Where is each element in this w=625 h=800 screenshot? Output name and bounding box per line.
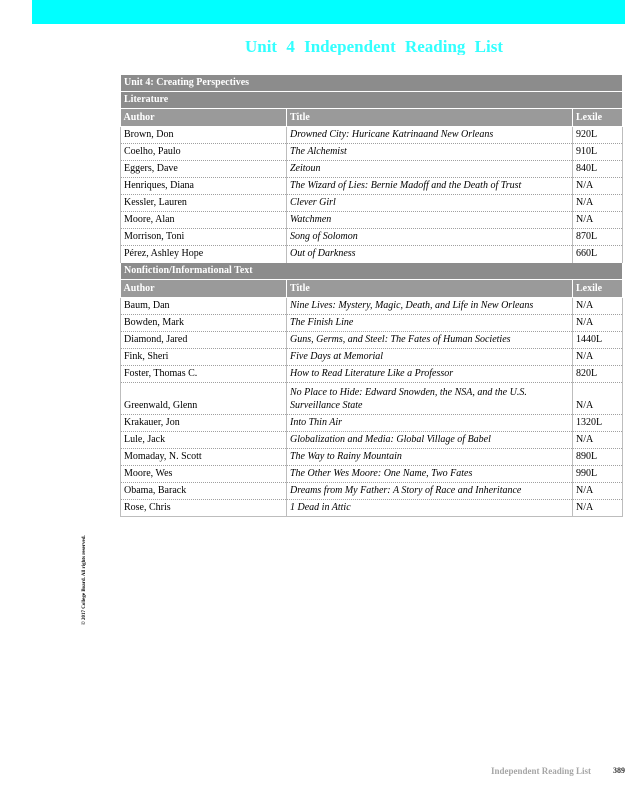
table-row: [121, 195, 623, 212]
title-column-header: Title: [287, 280, 573, 298]
lexile-column-header: Lexile: [573, 109, 623, 127]
author-cell: Moore, Alan: [121, 212, 287, 229]
author-column-header: Author: [121, 109, 287, 127]
table-row: [121, 229, 623, 246]
author-cell: Pérez, Ashley Hope: [121, 246, 287, 263]
author-cell: Henriques, Diana: [121, 178, 287, 195]
reading-list-body: [121, 75, 623, 517]
lexile-cell: N/A: [573, 178, 623, 195]
table-row: [121, 178, 623, 195]
lexile-cell: 1320L: [573, 415, 623, 432]
title-cell: The Alchemist: [287, 144, 573, 161]
lexile-cell: N/A: [573, 483, 623, 500]
author-cell: Baum, Dan: [121, 298, 287, 315]
section-row: [121, 92, 623, 109]
title-cell: Out of Darkness: [287, 246, 573, 263]
table-row: [121, 449, 623, 466]
section-title: Nonfiction/Informational Text: [121, 263, 623, 280]
table-row: [121, 500, 623, 517]
title-cell: Watchmen: [287, 212, 573, 229]
lexile-cell: 890L: [573, 449, 623, 466]
lexile-cell: 1440L: [573, 332, 623, 349]
lexile-cell: N/A: [573, 315, 623, 332]
table-row: [121, 298, 623, 315]
table-row: [121, 366, 623, 383]
lexile-cell: N/A: [573, 432, 623, 449]
lexile-cell: N/A: [573, 298, 623, 315]
title-cell: The Finish Line: [287, 315, 573, 332]
author-cell: Krakauer, Jon: [121, 415, 287, 432]
title-cell: The Wizard of Lies: Bernie Madoff and the Death of Trust: [287, 178, 573, 195]
title-cell: Into Thin Air: [287, 415, 573, 432]
author-cell: Foster, Thomas C.: [121, 366, 287, 383]
table-row: [121, 246, 623, 263]
lexile-cell: 910L: [573, 144, 623, 161]
page-number: 389: [613, 766, 625, 775]
title-cell: Zeitoun: [287, 161, 573, 178]
title-cell: Globalization and Media: Global Village of Babel: [287, 432, 573, 449]
footer-label: Independent Reading List: [491, 766, 592, 776]
section-row: [121, 263, 623, 280]
title-column-header: Title: [287, 109, 573, 127]
author-cell: Rose, Chris: [121, 500, 287, 517]
author-cell: Fink, Sheri: [121, 349, 287, 366]
column-header-row: [121, 280, 623, 298]
lexile-cell: 920L: [573, 127, 623, 144]
author-cell: Brown, Don: [121, 127, 287, 144]
lexile-cell: 660L: [573, 246, 623, 263]
author-cell: Coelho, Paulo: [121, 144, 287, 161]
author-cell: Lule, Jack: [121, 432, 287, 449]
column-header-row: [121, 109, 623, 127]
lexile-cell: N/A: [573, 195, 623, 212]
author-column-header: Author: [121, 280, 287, 298]
lexile-cell: 840L: [573, 161, 623, 178]
title-cell: How to Read Literature Like a Professor: [287, 366, 573, 383]
title-cell: Song of Solomon: [287, 229, 573, 246]
table-row: [121, 144, 623, 161]
author-cell: Moore, Wes: [121, 466, 287, 483]
lexile-cell: 870L: [573, 229, 623, 246]
table-row: [121, 483, 623, 500]
title-cell: No Place to Hide: Edward Snowden, the NSA, and the U.S. Surveillance State: [287, 383, 573, 415]
lexile-cell: N/A: [573, 500, 623, 517]
reading-list-table: [120, 74, 623, 517]
table-row: [121, 332, 623, 349]
unit-label-row: [121, 75, 623, 92]
table-row: [121, 315, 623, 332]
table-row: [121, 383, 623, 415]
table-row: [121, 432, 623, 449]
author-cell: Kessler, Lauren: [121, 195, 287, 212]
table-row: [121, 161, 623, 178]
lexile-cell: N/A: [573, 349, 623, 366]
copyright-notice: © 2017 College Board. All rights reserved.: [82, 535, 87, 625]
lexile-cell: N/A: [573, 383, 623, 415]
top-color-bar: [32, 0, 625, 24]
author-cell: Greenwald, Glenn: [121, 383, 287, 415]
title-cell: 1 Dead in Attic: [287, 500, 573, 517]
title-cell: Dreams from My Father: A Story of Race and Inheritance: [287, 483, 573, 500]
table-row: [121, 415, 623, 432]
table-row: [121, 466, 623, 483]
author-cell: Momaday, N. Scott: [121, 449, 287, 466]
author-cell: Morrison, Toni: [121, 229, 287, 246]
title-cell: Clever Girl: [287, 195, 573, 212]
section-title: Literature: [121, 92, 623, 109]
title-cell: Nine Lives: Mystery, Magic, Death, and Life in New Orleans: [287, 298, 573, 315]
title-cell: Drowned City: Huricane Katrinaand New Orleans: [287, 127, 573, 144]
lexile-cell: 990L: [573, 466, 623, 483]
title-cell: Five Days at Memorial: [287, 349, 573, 366]
title-cell: Guns, Germs, and Steel: The Fates of Human Societies: [287, 332, 573, 349]
author-cell: Eggers, Dave: [121, 161, 287, 178]
author-cell: Obama, Barack: [121, 483, 287, 500]
lexile-cell: N/A: [573, 212, 623, 229]
table-row: [121, 349, 623, 366]
table-row: [121, 212, 623, 229]
lexile-cell: 820L: [573, 366, 623, 383]
page-title: Unit 4 Independent Reading List: [244, 37, 504, 55]
unit-label: Unit 4: Creating Perspectives: [121, 75, 623, 92]
author-cell: Diamond, Jared: [121, 332, 287, 349]
lexile-column-header: Lexile: [573, 280, 623, 298]
title-cell: The Way to Rainy Mountain: [287, 449, 573, 466]
table-row: [121, 127, 623, 144]
title-cell: The Other Wes Moore: One Name, Two Fates: [287, 466, 573, 483]
author-cell: Bowden, Mark: [121, 315, 287, 332]
